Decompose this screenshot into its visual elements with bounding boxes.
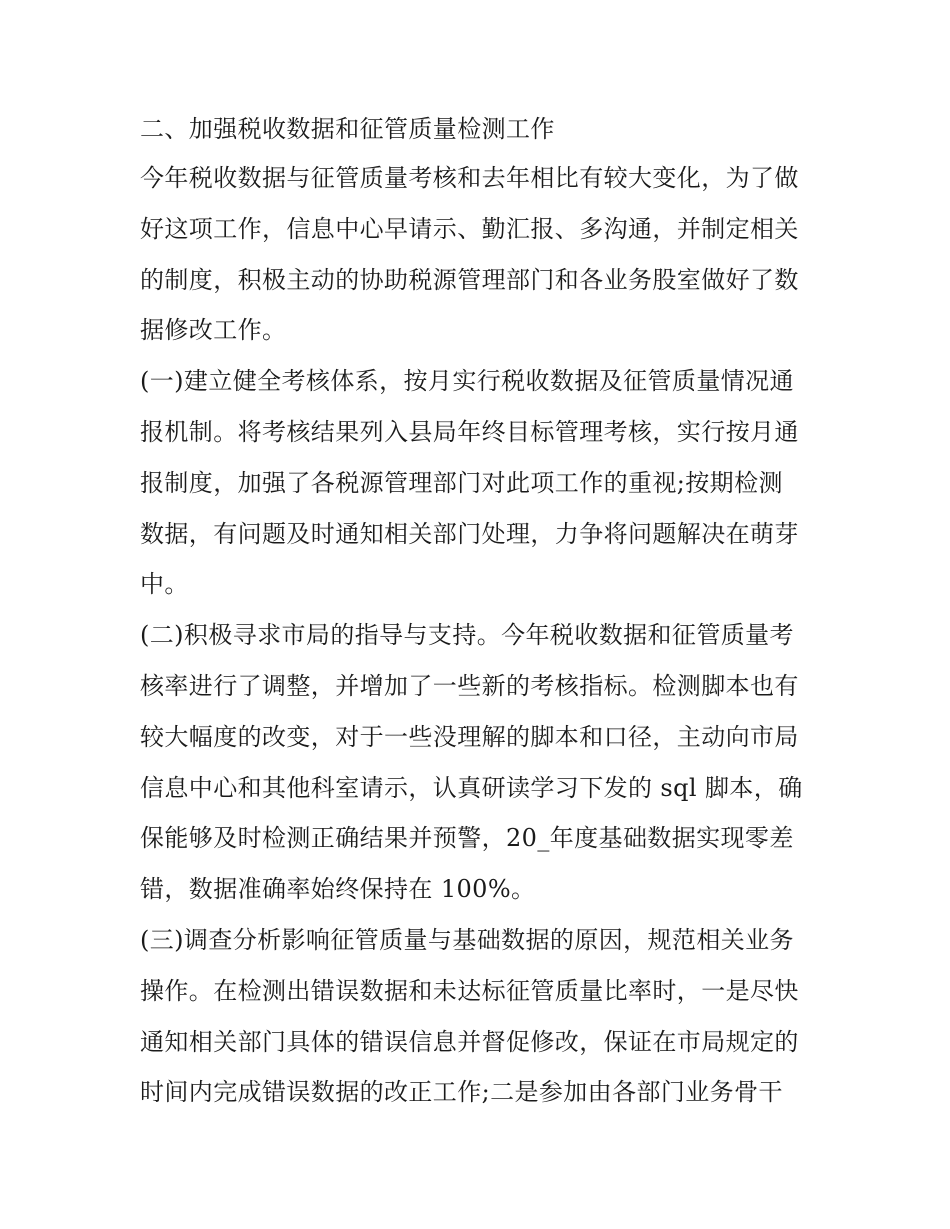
text-line: 核率进行了调整，并增加了一些新的考核指标。检测脚本也有 xyxy=(140,671,799,700)
text-line: 中。 xyxy=(140,570,189,599)
text-line: 时间内完成错误数据的改正工作;二是参加由各部门业务骨干 xyxy=(140,1078,783,1107)
text-line: 操作。在检测出错误数据和未达标征管质量比率时，一是尽快 xyxy=(140,976,799,1005)
text-line: 较大幅度的改变，对于一些没理解的脚本和口径，主动向市局 xyxy=(140,722,799,751)
text-line: 通知相关部门具体的错误信息并督促修改，保证在市局规定的 xyxy=(140,1027,799,1056)
text-line: 的制度，积极主动的协助税源管理部门和各业务股室做好了数 xyxy=(140,265,799,294)
text-line: 信息中心和其他科室请示，认真研读学习下发的 sql 脚本，确 xyxy=(140,773,803,802)
section-heading: 二、加强税收数据和征管质量检测工作 xyxy=(140,115,555,143)
text-line: (一)建立健全考核体系，按月实行税收数据及征管质量情况通 xyxy=(140,367,794,396)
document-body xyxy=(140,106,820,1118)
text-line: 错，数据准确率始终保持在 100%。 xyxy=(140,875,536,904)
text-line: 报机制。将考核结果列入县局年终目标管理考核，实行按月通 xyxy=(140,417,799,446)
text-line: 今年税收数据与征管质量考核和去年相比有较大变化，为了做 xyxy=(140,164,799,192)
text-line: 据修改工作。 xyxy=(140,316,287,345)
text-line: 报制度，加强了各税源管理部门对此项工作的重视;按期检测 xyxy=(140,468,783,497)
text-line: 数据，有问题及时通知相关部门处理，力争将问题解决在萌芽 xyxy=(140,519,799,548)
text-line: (二)积极寻求市局的指导与支持。今年税收数据和征管质量考 xyxy=(140,621,794,650)
text-line: (三)调查分析影响征管质量与基础数据的原因，规范相关业务 xyxy=(140,925,794,954)
text-line: 保能够及时检测正确结果并预警，20_年度基础数据实现零差 xyxy=(140,824,794,853)
text-line: 好这项工作，信息中心早请示、勤汇报、多沟通，并制定相关 xyxy=(140,214,799,243)
